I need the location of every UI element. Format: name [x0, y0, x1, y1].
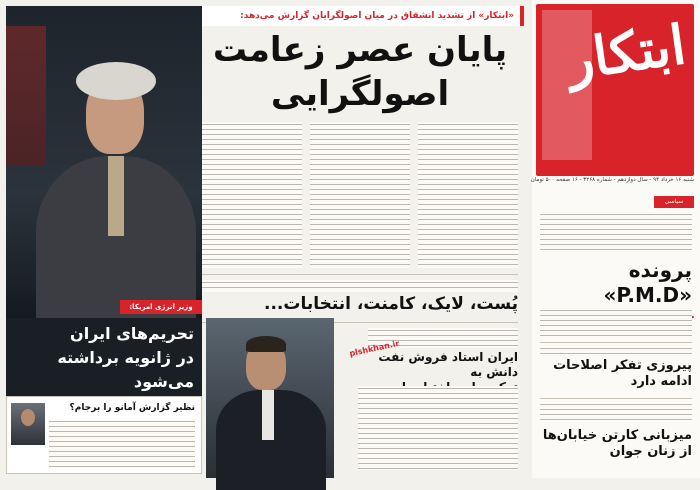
divider — [202, 274, 518, 275]
small-story-box — [6, 396, 202, 474]
energy-secretary-photo — [6, 6, 202, 318]
dateline: شنبه ۱۶ خرداد ۹۴ - سال دوازدهم - شماره ۳۲۶۸ - ۱۶ صفحه ۵۰۰ تومان — [530, 177, 694, 183]
center-body-col1 — [418, 122, 518, 268]
sanctions-title-line1: تحریم‌های ایران — [70, 324, 194, 343]
center-body-col3 — [202, 122, 302, 268]
author-thumbnail — [11, 403, 45, 445]
pmd-title-line1: پرونده «P.M.D» — [603, 258, 692, 307]
headline-line1: پایان عصر زعامت — [212, 30, 508, 70]
photo-tie — [108, 156, 124, 236]
masthead — [536, 4, 694, 176]
center-kicker: «ابتکار» از تشدید انشقاق در میان اصولگرایان گزارش می‌دهد: — [202, 6, 524, 26]
masthead-logo: ابتکار — [563, 12, 690, 92]
main-headline — [202, 28, 518, 116]
sanctions-title-line2: در ژانویه برداشته می‌شود — [57, 348, 194, 391]
post-like-story-title: پُست، لایک، کامنت، انتخابات... — [264, 294, 518, 314]
story2-title-line2: ادامه دارد — [630, 374, 692, 390]
divider — [540, 342, 692, 343]
story2-title-line1: پیروزی تفکر اصلاحات — [553, 358, 692, 373]
watermark-stamp: plshkhan.ir — [348, 338, 401, 359]
bottom-title-line1: ایران استاد فروش نفت دانش به — [378, 350, 518, 379]
center-body-col2 — [310, 122, 410, 268]
pmd-body-text — [540, 308, 692, 338]
photo-hair — [76, 62, 156, 100]
story-kicker-text — [202, 280, 518, 292]
story3-title-line2: از زنان جوان — [609, 444, 692, 460]
small-story-text — [49, 419, 195, 469]
section-ribbon: سیاسی — [654, 196, 694, 208]
bottom-story-body — [358, 386, 518, 470]
headline-line2: اصولگرایی — [270, 74, 450, 114]
story3-kicker-text — [540, 402, 692, 424]
story3-title-line1: میزبانی کارتن خیابان‌ها — [542, 428, 692, 443]
sanctions-kicker: وزیر انرژی امریکا: — [120, 300, 202, 314]
photo-flag — [6, 26, 46, 166]
story2-title — [540, 358, 692, 391]
photo-shirt — [262, 390, 274, 440]
official-photo — [206, 318, 334, 478]
photo-hair — [246, 336, 286, 352]
pmd-intro-text — [540, 212, 692, 254]
divider — [540, 398, 692, 399]
small-story-title: نظیر گزارش آمانو را برجام؟ — [69, 403, 195, 413]
story2-kicker-text — [540, 346, 692, 356]
story3-title — [540, 428, 692, 461]
